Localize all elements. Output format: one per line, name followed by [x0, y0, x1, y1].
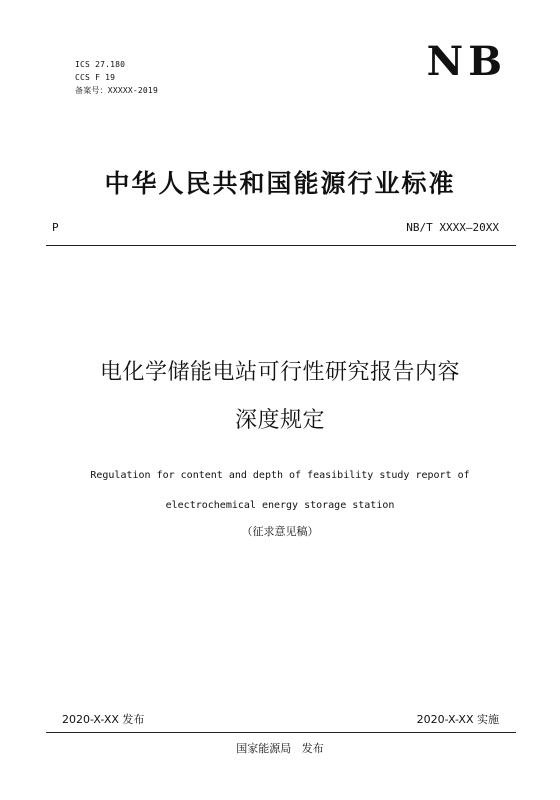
english-title-line-2: electrochemical energy storage station — [165, 500, 395, 511]
record-number: 备案号：XXXXX-2019 — [75, 86, 158, 95]
implementation-date: 2020-X-XX 实施 — [416, 713, 499, 726]
standard-header-title: 中华人民共和国能源行业标准 — [104, 169, 456, 198]
top-divider — [46, 245, 516, 246]
draft-label: （征求意见稿） — [241, 525, 319, 538]
ics-code: ICS 27.180 — [75, 60, 126, 69]
issue-date: 2020-X-XX 发布 — [62, 713, 145, 726]
chinese-title-line-1: 电化学储能电站可行性研究报告内容 — [99, 360, 460, 385]
english-title-line-1: Regulation for content and depth of feasibility study report of — [90, 470, 470, 481]
category-code: P — [52, 221, 59, 234]
ccs-code: CCS F 19 — [75, 73, 116, 82]
chinese-title — [0, 349, 560, 445]
chinese-title-line-2: 深度规定 — [234, 408, 325, 433]
english-title — [0, 461, 560, 521]
document-metadata — [75, 58, 158, 97]
issuer: 国家能源局 发布 — [236, 742, 324, 755]
standard-number: NB/T XXXX—20XX — [406, 221, 499, 234]
bottom-divider — [46, 732, 516, 733]
nb-logo: NB — [426, 38, 507, 85]
